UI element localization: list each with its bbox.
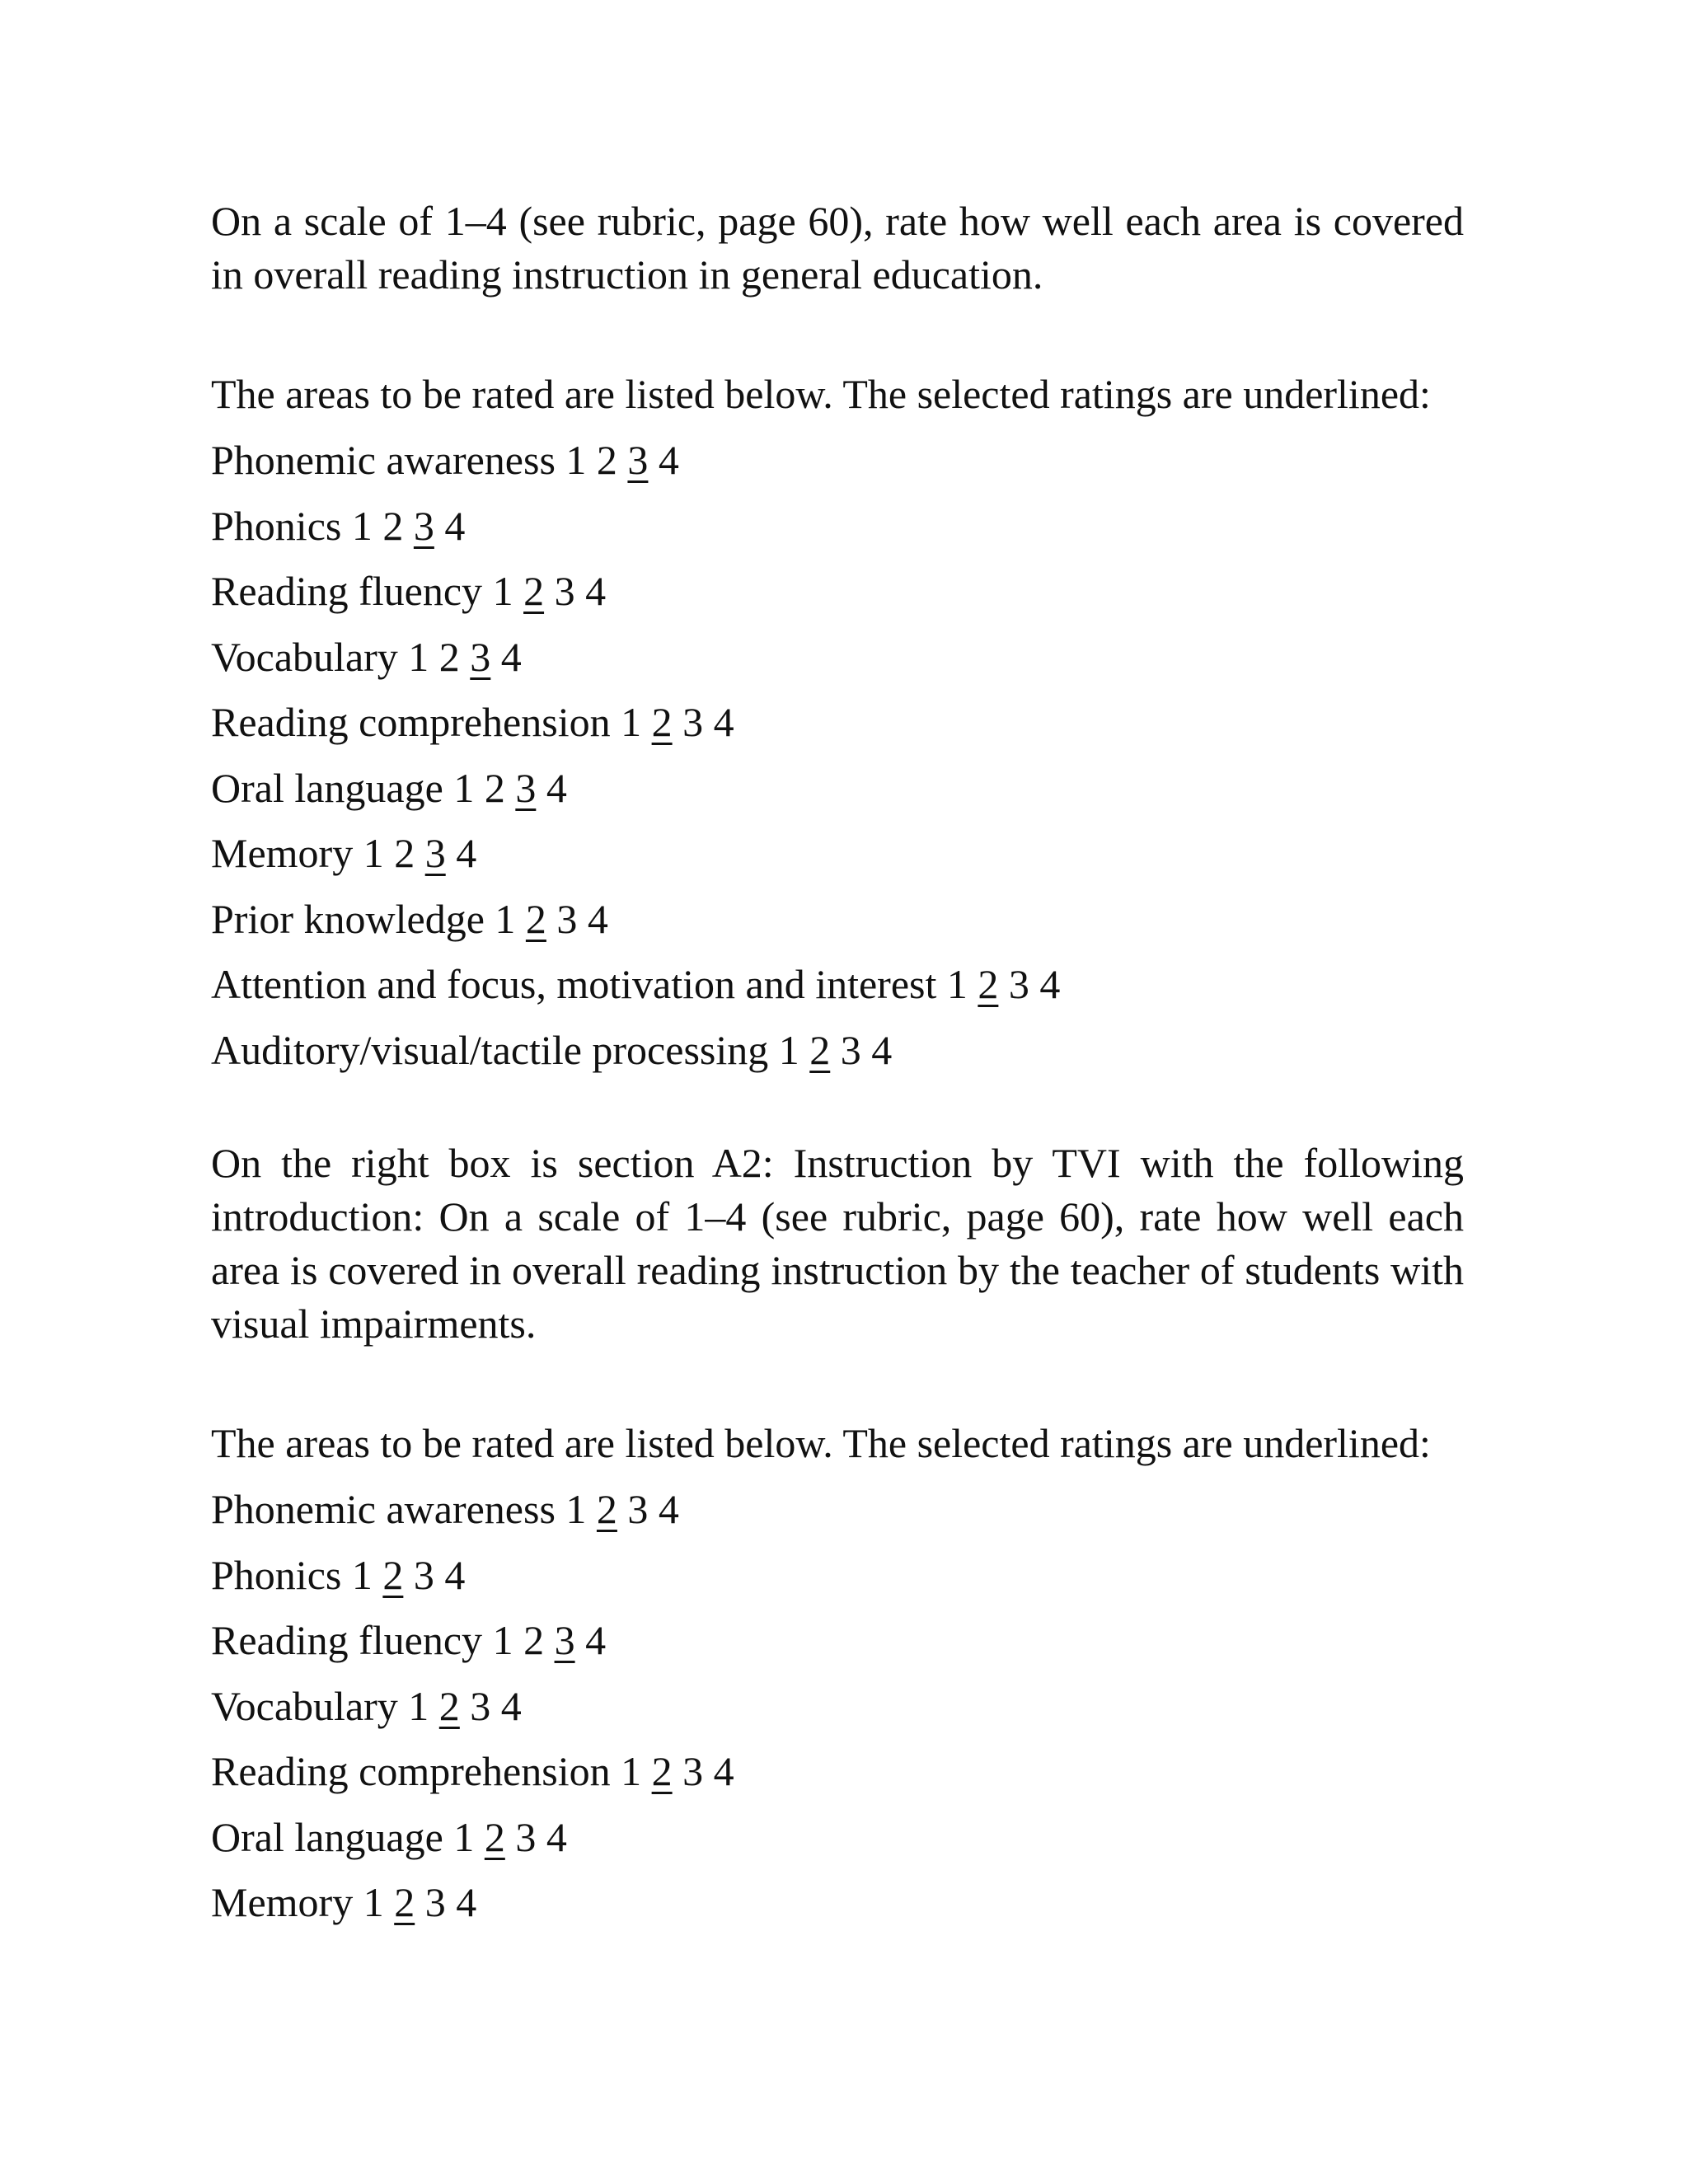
- rating-option: 4: [713, 699, 734, 745]
- rating-option: 4: [456, 830, 477, 876]
- rating-option: 4: [546, 1813, 567, 1860]
- rating-option: 3: [627, 1486, 649, 1532]
- rating-item-label: Reading fluency: [211, 1617, 483, 1663]
- rating-option-selected: 3: [627, 437, 649, 483]
- section-a2-lead: The areas to be rated are listed below. The selected ratings are underlined:: [211, 1420, 1431, 1466]
- spacer: [211, 302, 1464, 368]
- rating-item-label: Phonemic awareness: [211, 1486, 556, 1532]
- rating-option: 2: [438, 633, 460, 680]
- rating-option-selected: 3: [413, 502, 434, 549]
- rating-item: [211, 565, 1464, 630]
- rating-option-selected: 2: [382, 1551, 404, 1598]
- rating-option-selected: 2: [651, 699, 673, 745]
- rating-item: [211, 696, 1464, 762]
- rating-option: 1: [408, 1682, 429, 1729]
- rating-option: 1: [453, 1813, 475, 1860]
- rating-item: [211, 1614, 1464, 1680]
- rating-option: 3: [424, 1879, 446, 1925]
- rating-item-label: Vocabulary: [211, 633, 398, 680]
- rating-option: 4: [546, 764, 567, 811]
- rating-option: 4: [871, 1026, 893, 1073]
- section-a1-intro: On a scale of 1–4 (see rubric, page 60), rate how well each area is covered in overall reading instruction in general education.: [211, 198, 1464, 298]
- rating-item-label: Oral language: [211, 1813, 443, 1860]
- rating-item: [211, 499, 1464, 565]
- rating-item: [211, 1745, 1464, 1811]
- rating-option: 3: [413, 1551, 434, 1598]
- rating-item-label: Reading comprehension: [211, 699, 611, 745]
- rating-option-selected: 2: [438, 1682, 460, 1729]
- rating-item: [211, 1876, 1464, 1942]
- rating-option: 1: [363, 1879, 384, 1925]
- rating-item: [211, 958, 1464, 1024]
- rating-option: 2: [484, 764, 505, 811]
- rating-item-label: Phonics: [211, 1551, 342, 1598]
- rating-item-label: Auditory/visual/tactile processing: [211, 1026, 769, 1073]
- rating-option-selected: 2: [394, 1879, 415, 1925]
- rating-option: 1: [351, 502, 373, 549]
- rating-option: 4: [500, 1682, 522, 1729]
- rating-option: 4: [585, 568, 607, 614]
- rating-item: [211, 827, 1464, 893]
- rating-option: 2: [523, 1617, 545, 1663]
- rating-option: 4: [456, 1879, 477, 1925]
- rating-option: 1: [408, 633, 429, 680]
- rating-option: 3: [682, 1748, 704, 1794]
- rating-option-selected: 3: [424, 830, 446, 876]
- rating-option: 4: [658, 1486, 679, 1532]
- rating-item: [211, 1024, 1464, 1090]
- rating-option: 3: [840, 1026, 861, 1073]
- rating-item-label: Memory: [211, 830, 354, 876]
- spacer: [211, 1089, 1464, 1137]
- rating-item: [211, 434, 1464, 499]
- rating-option-selected: 2: [596, 1486, 617, 1532]
- rating-option: 4: [713, 1748, 734, 1794]
- rating-item-label: Memory: [211, 1879, 354, 1925]
- rating-option: 1: [495, 895, 516, 942]
- rating-option: 3: [556, 895, 578, 942]
- rating-item-label: Vocabulary: [211, 1682, 398, 1729]
- rating-option: 4: [444, 502, 466, 549]
- rating-item-label: Oral language: [211, 764, 443, 811]
- rating-option-selected: 2: [978, 961, 999, 1007]
- rating-option: 4: [587, 895, 608, 942]
- rating-option: 1: [565, 437, 587, 483]
- rating-option: 2: [394, 830, 415, 876]
- rating-option: 1: [565, 1486, 587, 1532]
- rating-option: 3: [470, 1682, 491, 1729]
- rating-item-label: Attention and focus, motivation and interest: [211, 961, 937, 1007]
- rating-option-selected: 2: [523, 568, 545, 614]
- rating-option: 1: [621, 699, 642, 745]
- rating-item: [211, 1483, 1464, 1549]
- rating-option: 1: [363, 830, 384, 876]
- rating-option-selected: 2: [525, 895, 546, 942]
- rating-option: 3: [515, 1813, 537, 1860]
- rating-item-label: Phonics: [211, 502, 342, 549]
- rating-option: 1: [351, 1551, 373, 1598]
- rating-option-selected: 3: [515, 764, 537, 811]
- section-a2-ratings-list: [211, 1483, 1464, 1942]
- rating-option: 3: [682, 699, 704, 745]
- section-a1-ratings-list: [211, 434, 1464, 1089]
- rating-option: 3: [1008, 961, 1029, 1007]
- document-page: [211, 194, 1464, 1942]
- rating-option: 4: [585, 1617, 607, 1663]
- rating-option: 1: [492, 568, 513, 614]
- section-a1-lead: The areas to be rated are listed below. The selected ratings are underlined:: [211, 371, 1431, 417]
- rating-option: 4: [1039, 961, 1061, 1007]
- rating-option-selected: 3: [554, 1617, 575, 1663]
- rating-option: 1: [946, 961, 968, 1007]
- rating-option: 2: [382, 502, 404, 549]
- rating-option: 1: [453, 764, 475, 811]
- rating-item: [211, 893, 1464, 958]
- rating-option-selected: 2: [651, 1748, 673, 1794]
- rating-option: 1: [778, 1026, 799, 1073]
- rating-item: [211, 1549, 1464, 1615]
- rating-option: 2: [596, 437, 617, 483]
- rating-item-label: Reading comprehension: [211, 1748, 611, 1794]
- rating-item: [211, 1680, 1464, 1746]
- section-a2-intro: On the right box is section A2: Instruction by TVI with the following introduction: On a scale of 1–4 (see rubric, page 60), rate how well each area is covered in overall reading instruction by the teacher of students with visual impairments.: [211, 1140, 1464, 1347]
- rating-option: 4: [444, 1551, 466, 1598]
- rating-item-label: Prior knowledge: [211, 895, 485, 942]
- rating-item: [211, 1811, 1464, 1877]
- rating-option: 1: [492, 1617, 513, 1663]
- rating-option: 4: [658, 437, 679, 483]
- rating-option: 4: [500, 633, 522, 680]
- rating-option-selected: 2: [809, 1026, 831, 1073]
- rating-option-selected: 2: [484, 1813, 505, 1860]
- rating-option: 1: [621, 1748, 642, 1794]
- rating-item-label: Phonemic awareness: [211, 437, 556, 483]
- rating-option: 3: [554, 568, 575, 614]
- spacer: [211, 1351, 1464, 1417]
- rating-item-label: Reading fluency: [211, 568, 483, 614]
- rating-option-selected: 3: [470, 633, 491, 680]
- rating-item: [211, 630, 1464, 696]
- rating-item: [211, 762, 1464, 827]
